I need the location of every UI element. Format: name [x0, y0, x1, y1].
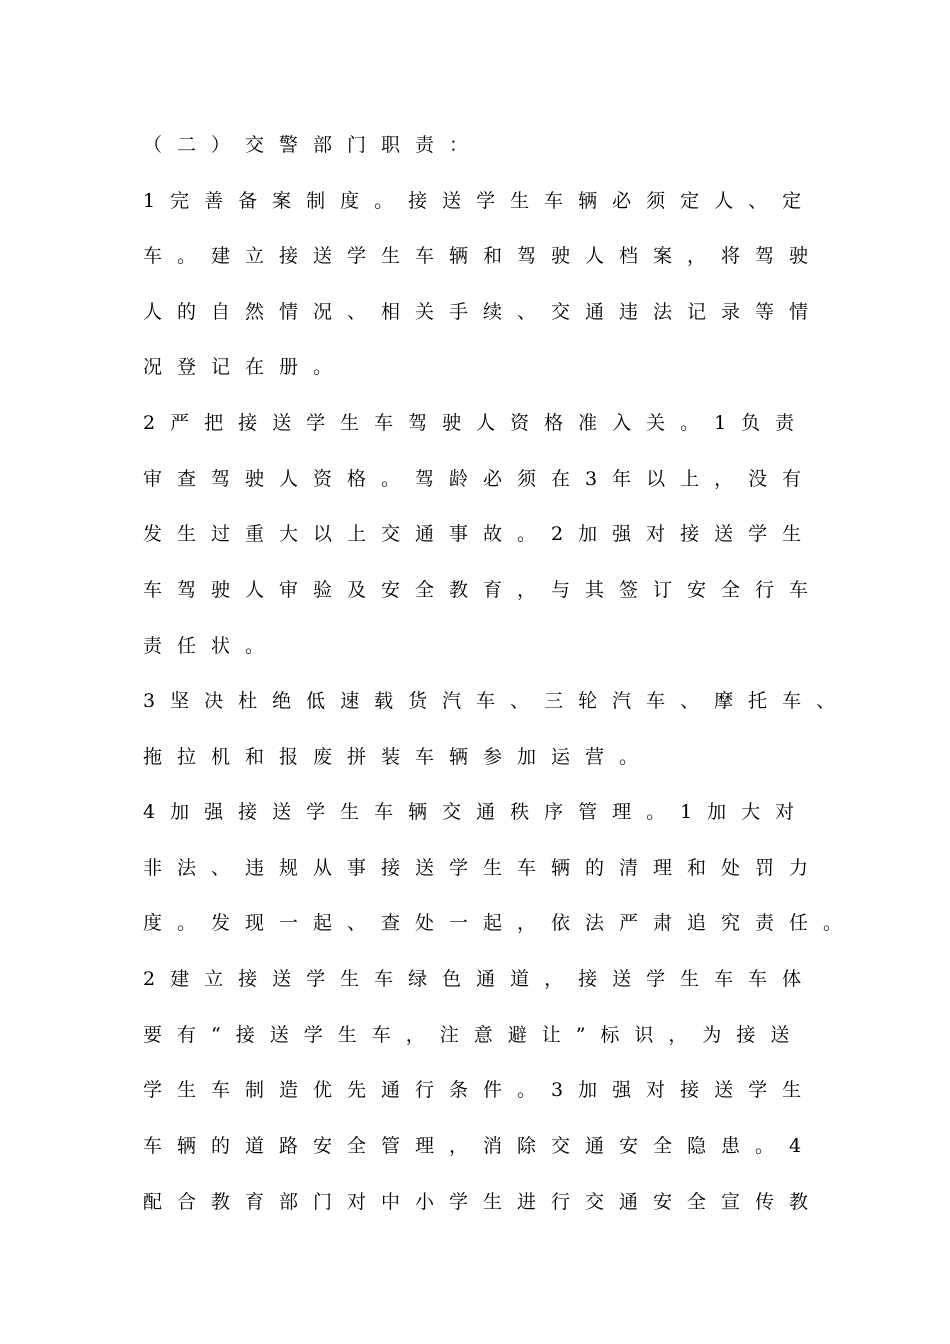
paragraph-line: 2建立接送学生车绿色通道，接送学生车车体 — [143, 968, 817, 990]
paragraph-line: 度。发现一起、查处一起，依法严肃追究责任。 — [143, 912, 858, 934]
paragraph-line: 发生过重大以上交通事故。2加强对接送学生 — [143, 523, 817, 545]
paragraph-line: 责任状。 — [143, 635, 280, 657]
paragraph-line: 非法、违规从事接送学生车辆的清理和处罚力 — [143, 857, 824, 879]
paragraph-line: 审查驾驶人资格。驾龄必须在3年以上，没有 — [143, 468, 817, 490]
paragraph-line: 2严把接送学生车驾驶人资格准入关。1负责 — [143, 412, 810, 434]
section-heading: （二）交警部门职责： — [143, 134, 484, 156]
paragraph-line: 学生车制造优先通行条件。3加强对接送学生 — [143, 1079, 817, 1101]
paragraph-line: 1完善备案制度。接送学生车辆必须定人、定 — [143, 190, 817, 212]
paragraph-line: 4加强接送学生车辆交通秩序管理。1加大对 — [143, 801, 810, 823]
paragraph-line: 人的自然情况、相关手续、交通违法记录等情 — [143, 301, 824, 323]
paragraph-line: 配合教育部门对中小学生进行交通安全宣传教 — [143, 1191, 824, 1213]
paragraph-line: 车辆的道路安全管理，消除交通安全隐患。4 — [143, 1135, 817, 1157]
paragraph-line: 3坚决杜绝低速载货汽车、三轮汽车、摩托车、 — [143, 690, 851, 712]
paragraph-line: 车。建立接送学生车辆和驾驶人档案，将驾驶 — [143, 245, 824, 267]
paragraph-line: 况登记在册。 — [143, 356, 348, 378]
paragraph-line: 车驾驶人审验及安全教育，与其签订安全行车 — [143, 579, 824, 601]
paragraph-line: 要有“接送学生车，注意避让”标识，为接送 — [143, 1024, 805, 1046]
paragraph-line: 拖拉机和报废拼装车辆参加运营。 — [143, 746, 654, 768]
